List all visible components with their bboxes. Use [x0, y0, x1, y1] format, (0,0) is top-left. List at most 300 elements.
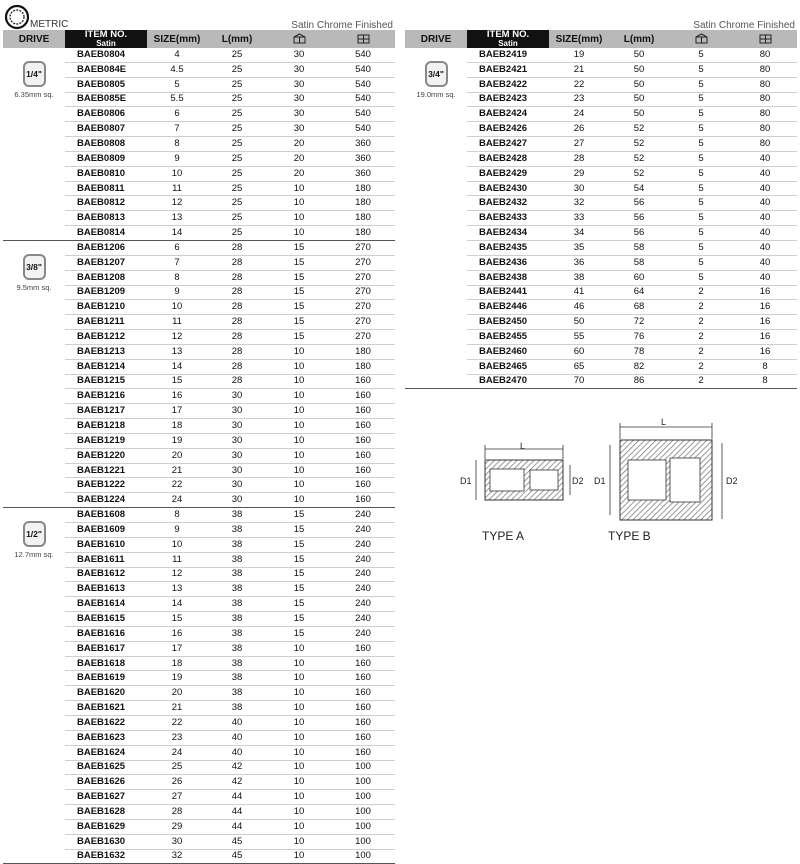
item-number: BAEB1624 — [65, 745, 147, 760]
size-value: 6 — [147, 107, 207, 122]
length-value: 30 — [207, 404, 267, 419]
item-number: BAEB2423 — [467, 92, 549, 107]
inner-qty: 15 — [267, 567, 331, 582]
outer-qty: 8 — [733, 359, 797, 374]
item-number: BAEB1224 — [65, 493, 147, 508]
length-value: 30 — [207, 389, 267, 404]
type-b-d2-label: D2 — [726, 476, 738, 486]
length-value: 52 — [609, 151, 669, 166]
inner-qty: 20 — [267, 166, 331, 181]
drive-square-label: 9.5mm sq. — [16, 282, 52, 292]
length-value: 28 — [207, 359, 267, 374]
size-value: 17 — [147, 641, 207, 656]
item-number: BAEB2422 — [467, 77, 549, 92]
item-number: BAEB1625 — [65, 760, 147, 775]
carton-icon — [331, 30, 395, 48]
outer-qty: 240 — [331, 523, 395, 538]
table-row — [3, 508, 395, 523]
right-spec-panel — [405, 0, 797, 389]
inner-qty: 15 — [267, 330, 331, 345]
item-number: BAEB1210 — [65, 300, 147, 315]
outer-qty: 360 — [331, 166, 395, 181]
length-value: 50 — [609, 77, 669, 92]
inner-qty: 30 — [267, 48, 331, 62]
outer-qty: 100 — [331, 805, 395, 820]
outer-qty: 80 — [733, 107, 797, 122]
item-number: BAEB1616 — [65, 626, 147, 641]
left-spec-panel — [3, 0, 395, 864]
size-value: 24 — [549, 107, 609, 122]
size-value: 19 — [147, 671, 207, 686]
length-value: 30 — [207, 433, 267, 448]
item-number: BAEB0806 — [65, 107, 147, 122]
inner-qty: 5 — [669, 181, 733, 196]
length-value: 25 — [207, 107, 267, 122]
length-value: 45 — [207, 834, 267, 849]
length-value: 44 — [207, 805, 267, 820]
outer-qty: 540 — [331, 122, 395, 137]
item-number: BAEB1627 — [65, 790, 147, 805]
size-value: 18 — [147, 656, 207, 671]
item-number: BAEB1216 — [65, 389, 147, 404]
left-header — [3, 0, 395, 30]
size-value: 21 — [549, 62, 609, 77]
inner-qty: 30 — [267, 92, 331, 107]
drive-cell — [3, 240, 65, 507]
table-header-row — [405, 30, 797, 48]
size-value: 9 — [147, 151, 207, 166]
outer-qty: 40 — [733, 226, 797, 241]
outer-qty: 40 — [733, 181, 797, 196]
outer-qty: 240 — [331, 597, 395, 612]
size-value: 15 — [147, 374, 207, 389]
length-value: 82 — [609, 359, 669, 374]
length-value: 52 — [609, 166, 669, 181]
type-b-drawing — [610, 423, 722, 520]
length-value: 50 — [609, 107, 669, 122]
outer-qty: 160 — [331, 419, 395, 434]
size-value: 20 — [147, 686, 207, 701]
item-no-header: ITEM NO. Satin — [467, 30, 549, 48]
size-value: 7 — [147, 255, 207, 270]
size-value: 32 — [147, 849, 207, 864]
inner-qty: 10 — [267, 641, 331, 656]
item-number: BAEB1612 — [65, 567, 147, 582]
length-value: 52 — [609, 122, 669, 137]
item-number: BAEB0814 — [65, 226, 147, 241]
size-value: 22 — [147, 715, 207, 730]
inner-qty: 15 — [267, 315, 331, 330]
length-value: 25 — [207, 122, 267, 137]
item-number: BAEB1221 — [65, 463, 147, 478]
metric-label: METRIC — [30, 19, 69, 30]
outer-qty: 160 — [331, 671, 395, 686]
size-value: 23 — [147, 730, 207, 745]
drive-size-badge: 3/8" — [23, 254, 46, 280]
inner-qty: 10 — [267, 701, 331, 716]
size-value: 13 — [147, 211, 207, 226]
length-value: 28 — [207, 285, 267, 300]
outer-qty: 240 — [331, 567, 395, 582]
outer-qty: 270 — [331, 255, 395, 270]
drive-cell — [3, 48, 65, 240]
length-value: 25 — [207, 92, 267, 107]
length-value: 38 — [207, 567, 267, 582]
inner-qty: 15 — [267, 508, 331, 523]
size-value: 10 — [147, 166, 207, 181]
outer-qty: 180 — [331, 344, 395, 359]
item-number: BAEB1619 — [65, 671, 147, 686]
inner-qty: 10 — [267, 849, 331, 864]
type-a-d1-label: D1 — [460, 476, 472, 486]
outer-qty: 40 — [733, 211, 797, 226]
item-number: BAEB0811 — [65, 181, 147, 196]
outer-qty: 40 — [733, 255, 797, 270]
outer-qty: 160 — [331, 656, 395, 671]
inner-qty: 15 — [267, 612, 331, 627]
size-value: 9 — [147, 285, 207, 300]
inner-qty: 10 — [267, 226, 331, 241]
inner-qty: 10 — [267, 389, 331, 404]
inner-qty: 15 — [267, 523, 331, 538]
outer-qty: 160 — [331, 715, 395, 730]
inner-qty: 2 — [669, 300, 733, 315]
size-value: 5 — [147, 77, 207, 92]
size-value: 30 — [549, 181, 609, 196]
inner-qty: 30 — [267, 77, 331, 92]
inner-qty: 15 — [267, 285, 331, 300]
inner-qty: 2 — [669, 344, 733, 359]
outer-qty: 160 — [331, 389, 395, 404]
outer-qty: 40 — [733, 151, 797, 166]
inner-box-icon — [267, 30, 331, 48]
length-value: 30 — [207, 478, 267, 493]
inner-qty: 5 — [669, 77, 733, 92]
item-number: BAEB2428 — [467, 151, 549, 166]
size-value: 21 — [147, 701, 207, 716]
length-value: 28 — [207, 240, 267, 255]
length-value: 56 — [609, 211, 669, 226]
length-value: 25 — [207, 48, 267, 62]
length-value: 38 — [207, 612, 267, 627]
size-value: 9 — [147, 523, 207, 538]
outer-qty: 80 — [733, 48, 797, 62]
outer-qty: 40 — [733, 196, 797, 211]
size-value: 17 — [147, 404, 207, 419]
item-number: BAEB1213 — [65, 344, 147, 359]
drive-size-badge: 1/4" — [23, 61, 46, 87]
item-number: BAEB1211 — [65, 315, 147, 330]
size-header: SIZE(mm) — [147, 30, 207, 48]
size-value: 35 — [549, 240, 609, 255]
length-value: 50 — [609, 48, 669, 62]
outer-qty: 360 — [331, 137, 395, 152]
twelve-point-socket-icon — [4, 4, 30, 30]
item-number: BAEB1206 — [65, 240, 147, 255]
outer-qty: 270 — [331, 240, 395, 255]
item-number: BAEB2429 — [467, 166, 549, 181]
inner-qty: 10 — [267, 671, 331, 686]
outer-qty: 16 — [733, 300, 797, 315]
length-value: 30 — [207, 493, 267, 508]
size-value: 23 — [549, 92, 609, 107]
item-number: BAEB2419 — [467, 48, 549, 62]
inner-qty: 10 — [267, 819, 331, 834]
length-value: 30 — [207, 419, 267, 434]
finish-label: Satin Chrome Finished — [291, 20, 393, 31]
inner-qty: 30 — [267, 107, 331, 122]
inner-qty: 15 — [267, 537, 331, 552]
inner-qty: 10 — [267, 760, 331, 775]
outer-qty: 16 — [733, 344, 797, 359]
item-number: BAEB1608 — [65, 508, 147, 523]
size-value: 16 — [147, 626, 207, 641]
outer-qty: 160 — [331, 404, 395, 419]
outer-qty: 80 — [733, 122, 797, 137]
item-number: BAEB1620 — [65, 686, 147, 701]
item-number: BAEB0807 — [65, 122, 147, 137]
size-value: 5.5 — [147, 92, 207, 107]
inner-qty: 5 — [669, 62, 733, 77]
length-value: 28 — [207, 300, 267, 315]
length-value: 25 — [207, 62, 267, 77]
item-number: BAEB2455 — [467, 330, 549, 345]
item-number: BAEB1622 — [65, 715, 147, 730]
socket-drawings — [460, 415, 790, 535]
inner-qty: 10 — [267, 745, 331, 760]
outer-qty: 16 — [733, 315, 797, 330]
size-value: 18 — [147, 419, 207, 434]
outer-qty: 16 — [733, 330, 797, 345]
outer-qty: 180 — [331, 181, 395, 196]
outer-qty: 540 — [331, 62, 395, 77]
length-value: 58 — [609, 240, 669, 255]
inner-qty: 15 — [267, 552, 331, 567]
outer-qty: 180 — [331, 226, 395, 241]
size-value: 14 — [147, 597, 207, 612]
left-spec-table — [3, 30, 395, 864]
drive-size-badge: 3/4" — [425, 61, 448, 87]
outer-qty: 80 — [733, 62, 797, 77]
inner-qty: 10 — [267, 404, 331, 419]
length-value: 38 — [207, 641, 267, 656]
size-value: 13 — [147, 344, 207, 359]
outer-qty: 160 — [331, 745, 395, 760]
inner-qty: 10 — [267, 805, 331, 820]
length-header: L(mm) — [207, 30, 267, 48]
drive-square-label: 12.7mm sq. — [14, 550, 54, 560]
size-value: 14 — [147, 226, 207, 241]
inner-qty: 5 — [669, 137, 733, 152]
item-number: BAEB2470 — [467, 374, 549, 389]
item-number: BAEB2465 — [467, 359, 549, 374]
size-value: 12 — [147, 196, 207, 211]
outer-qty: 360 — [331, 151, 395, 166]
size-value: 27 — [147, 790, 207, 805]
item-number: BAEB1617 — [65, 641, 147, 656]
item-number: BAEB0813 — [65, 211, 147, 226]
length-value: 25 — [207, 151, 267, 166]
size-value: 11 — [147, 552, 207, 567]
item-number: BAEB085E — [65, 92, 147, 107]
size-value: 30 — [147, 834, 207, 849]
length-value: 38 — [207, 552, 267, 567]
item-number: BAEB2438 — [467, 270, 549, 285]
item-number: BAEB1220 — [65, 448, 147, 463]
length-value: 56 — [609, 196, 669, 211]
length-value: 64 — [609, 285, 669, 300]
length-value: 28 — [207, 374, 267, 389]
inner-qty: 15 — [267, 626, 331, 641]
length-value: 38 — [207, 671, 267, 686]
length-value: 28 — [207, 330, 267, 345]
drive-cell — [405, 48, 467, 389]
drive-size-badge: 1/2" — [23, 521, 46, 547]
item-number: BAEB1615 — [65, 612, 147, 627]
size-value: 32 — [549, 196, 609, 211]
size-value: 60 — [549, 344, 609, 359]
item-number: BAEB2426 — [467, 122, 549, 137]
drive-header: DRIVE — [405, 30, 467, 48]
length-value: 40 — [207, 745, 267, 760]
item-number: BAEB2435 — [467, 240, 549, 255]
size-value: 10 — [147, 537, 207, 552]
size-value: 29 — [549, 166, 609, 181]
outer-qty: 240 — [331, 626, 395, 641]
item-number: BAEB1628 — [65, 805, 147, 820]
inner-qty: 2 — [669, 374, 733, 389]
outer-qty: 540 — [331, 48, 395, 62]
item-number: BAEB2433 — [467, 211, 549, 226]
outer-qty: 16 — [733, 285, 797, 300]
drive-cell — [3, 508, 65, 864]
size-value: 4 — [147, 48, 207, 62]
item-number: BAEB1217 — [65, 404, 147, 419]
size-value: 41 — [549, 285, 609, 300]
item-number: BAEB2450 — [467, 315, 549, 330]
size-value: 12 — [147, 567, 207, 582]
item-number: BAEB2430 — [467, 181, 549, 196]
inner-qty: 5 — [669, 255, 733, 270]
size-value: 34 — [549, 226, 609, 241]
length-value: 60 — [609, 270, 669, 285]
size-value: 19 — [147, 433, 207, 448]
item-no-header: ITEM NO. Satin — [65, 30, 147, 48]
outer-qty: 160 — [331, 463, 395, 478]
inner-qty: 5 — [669, 151, 733, 166]
size-value: 22 — [147, 478, 207, 493]
inner-qty: 5 — [669, 48, 733, 62]
size-value: 14 — [147, 359, 207, 374]
length-value: 86 — [609, 374, 669, 389]
item-number: BAEB2460 — [467, 344, 549, 359]
table-row — [405, 48, 797, 62]
outer-qty: 160 — [331, 374, 395, 389]
inner-qty: 15 — [267, 255, 331, 270]
item-number: BAEB1630 — [65, 834, 147, 849]
right-header — [405, 0, 797, 30]
inner-qty: 10 — [267, 196, 331, 211]
item-number: BAEB1219 — [65, 433, 147, 448]
inner-qty: 2 — [669, 315, 733, 330]
inner-qty: 10 — [267, 478, 331, 493]
item-number: BAEB0808 — [65, 137, 147, 152]
outer-qty: 100 — [331, 760, 395, 775]
size-value: 28 — [147, 805, 207, 820]
length-value: 38 — [207, 597, 267, 612]
item-number: BAEB1208 — [65, 270, 147, 285]
length-value: 50 — [609, 62, 669, 77]
inner-qty: 10 — [267, 493, 331, 508]
inner-qty: 10 — [267, 775, 331, 790]
item-number: BAEB1613 — [65, 582, 147, 597]
length-value: 76 — [609, 330, 669, 345]
item-number: BAEB1209 — [65, 285, 147, 300]
length-value: 38 — [207, 537, 267, 552]
drive-square-label: 6.35mm sq. — [14, 90, 54, 99]
inner-qty: 5 — [669, 166, 733, 181]
item-number: BAEB1626 — [65, 775, 147, 790]
outer-qty: 80 — [733, 92, 797, 107]
length-value: 58 — [609, 255, 669, 270]
item-number: BAEB1629 — [65, 819, 147, 834]
length-value: 44 — [207, 790, 267, 805]
outer-qty: 180 — [331, 196, 395, 211]
inner-qty: 20 — [267, 137, 331, 152]
size-value: 10 — [147, 300, 207, 315]
type-b-label: TYPE B — [608, 529, 651, 543]
length-value: 25 — [207, 181, 267, 196]
item-number: BAEB2436 — [467, 255, 549, 270]
inner-qty: 5 — [669, 240, 733, 255]
table-header-row — [3, 30, 395, 48]
item-number: BAEB0810 — [65, 166, 147, 181]
length-value: 40 — [207, 730, 267, 745]
item-number: BAEB0805 — [65, 77, 147, 92]
size-value: 12 — [147, 330, 207, 345]
inner-qty: 5 — [669, 211, 733, 226]
outer-qty: 540 — [331, 107, 395, 122]
outer-qty: 160 — [331, 641, 395, 656]
outer-qty: 180 — [331, 359, 395, 374]
length-header: L(mm) — [609, 30, 669, 48]
outer-qty: 240 — [331, 552, 395, 567]
item-number: BAEB1207 — [65, 255, 147, 270]
item-number: BAEB1610 — [65, 537, 147, 552]
length-value: 38 — [207, 523, 267, 538]
size-value: 11 — [147, 315, 207, 330]
outer-qty: 270 — [331, 270, 395, 285]
inner-qty: 30 — [267, 62, 331, 77]
size-value: 27 — [549, 137, 609, 152]
length-value: 28 — [207, 315, 267, 330]
outer-qty: 270 — [331, 315, 395, 330]
item-number: BAEB1621 — [65, 701, 147, 716]
inner-qty: 10 — [267, 433, 331, 448]
length-value: 30 — [207, 448, 267, 463]
inner-qty: 10 — [267, 834, 331, 849]
outer-qty: 160 — [331, 448, 395, 463]
size-value: 21 — [147, 463, 207, 478]
length-value: 42 — [207, 760, 267, 775]
length-value: 44 — [207, 819, 267, 834]
length-value: 38 — [207, 656, 267, 671]
item-number: BAEB0809 — [65, 151, 147, 166]
length-value: 25 — [207, 137, 267, 152]
item-number: BAEB1609 — [65, 523, 147, 538]
length-value: 50 — [609, 92, 669, 107]
item-number: BAEB0804 — [65, 48, 147, 62]
